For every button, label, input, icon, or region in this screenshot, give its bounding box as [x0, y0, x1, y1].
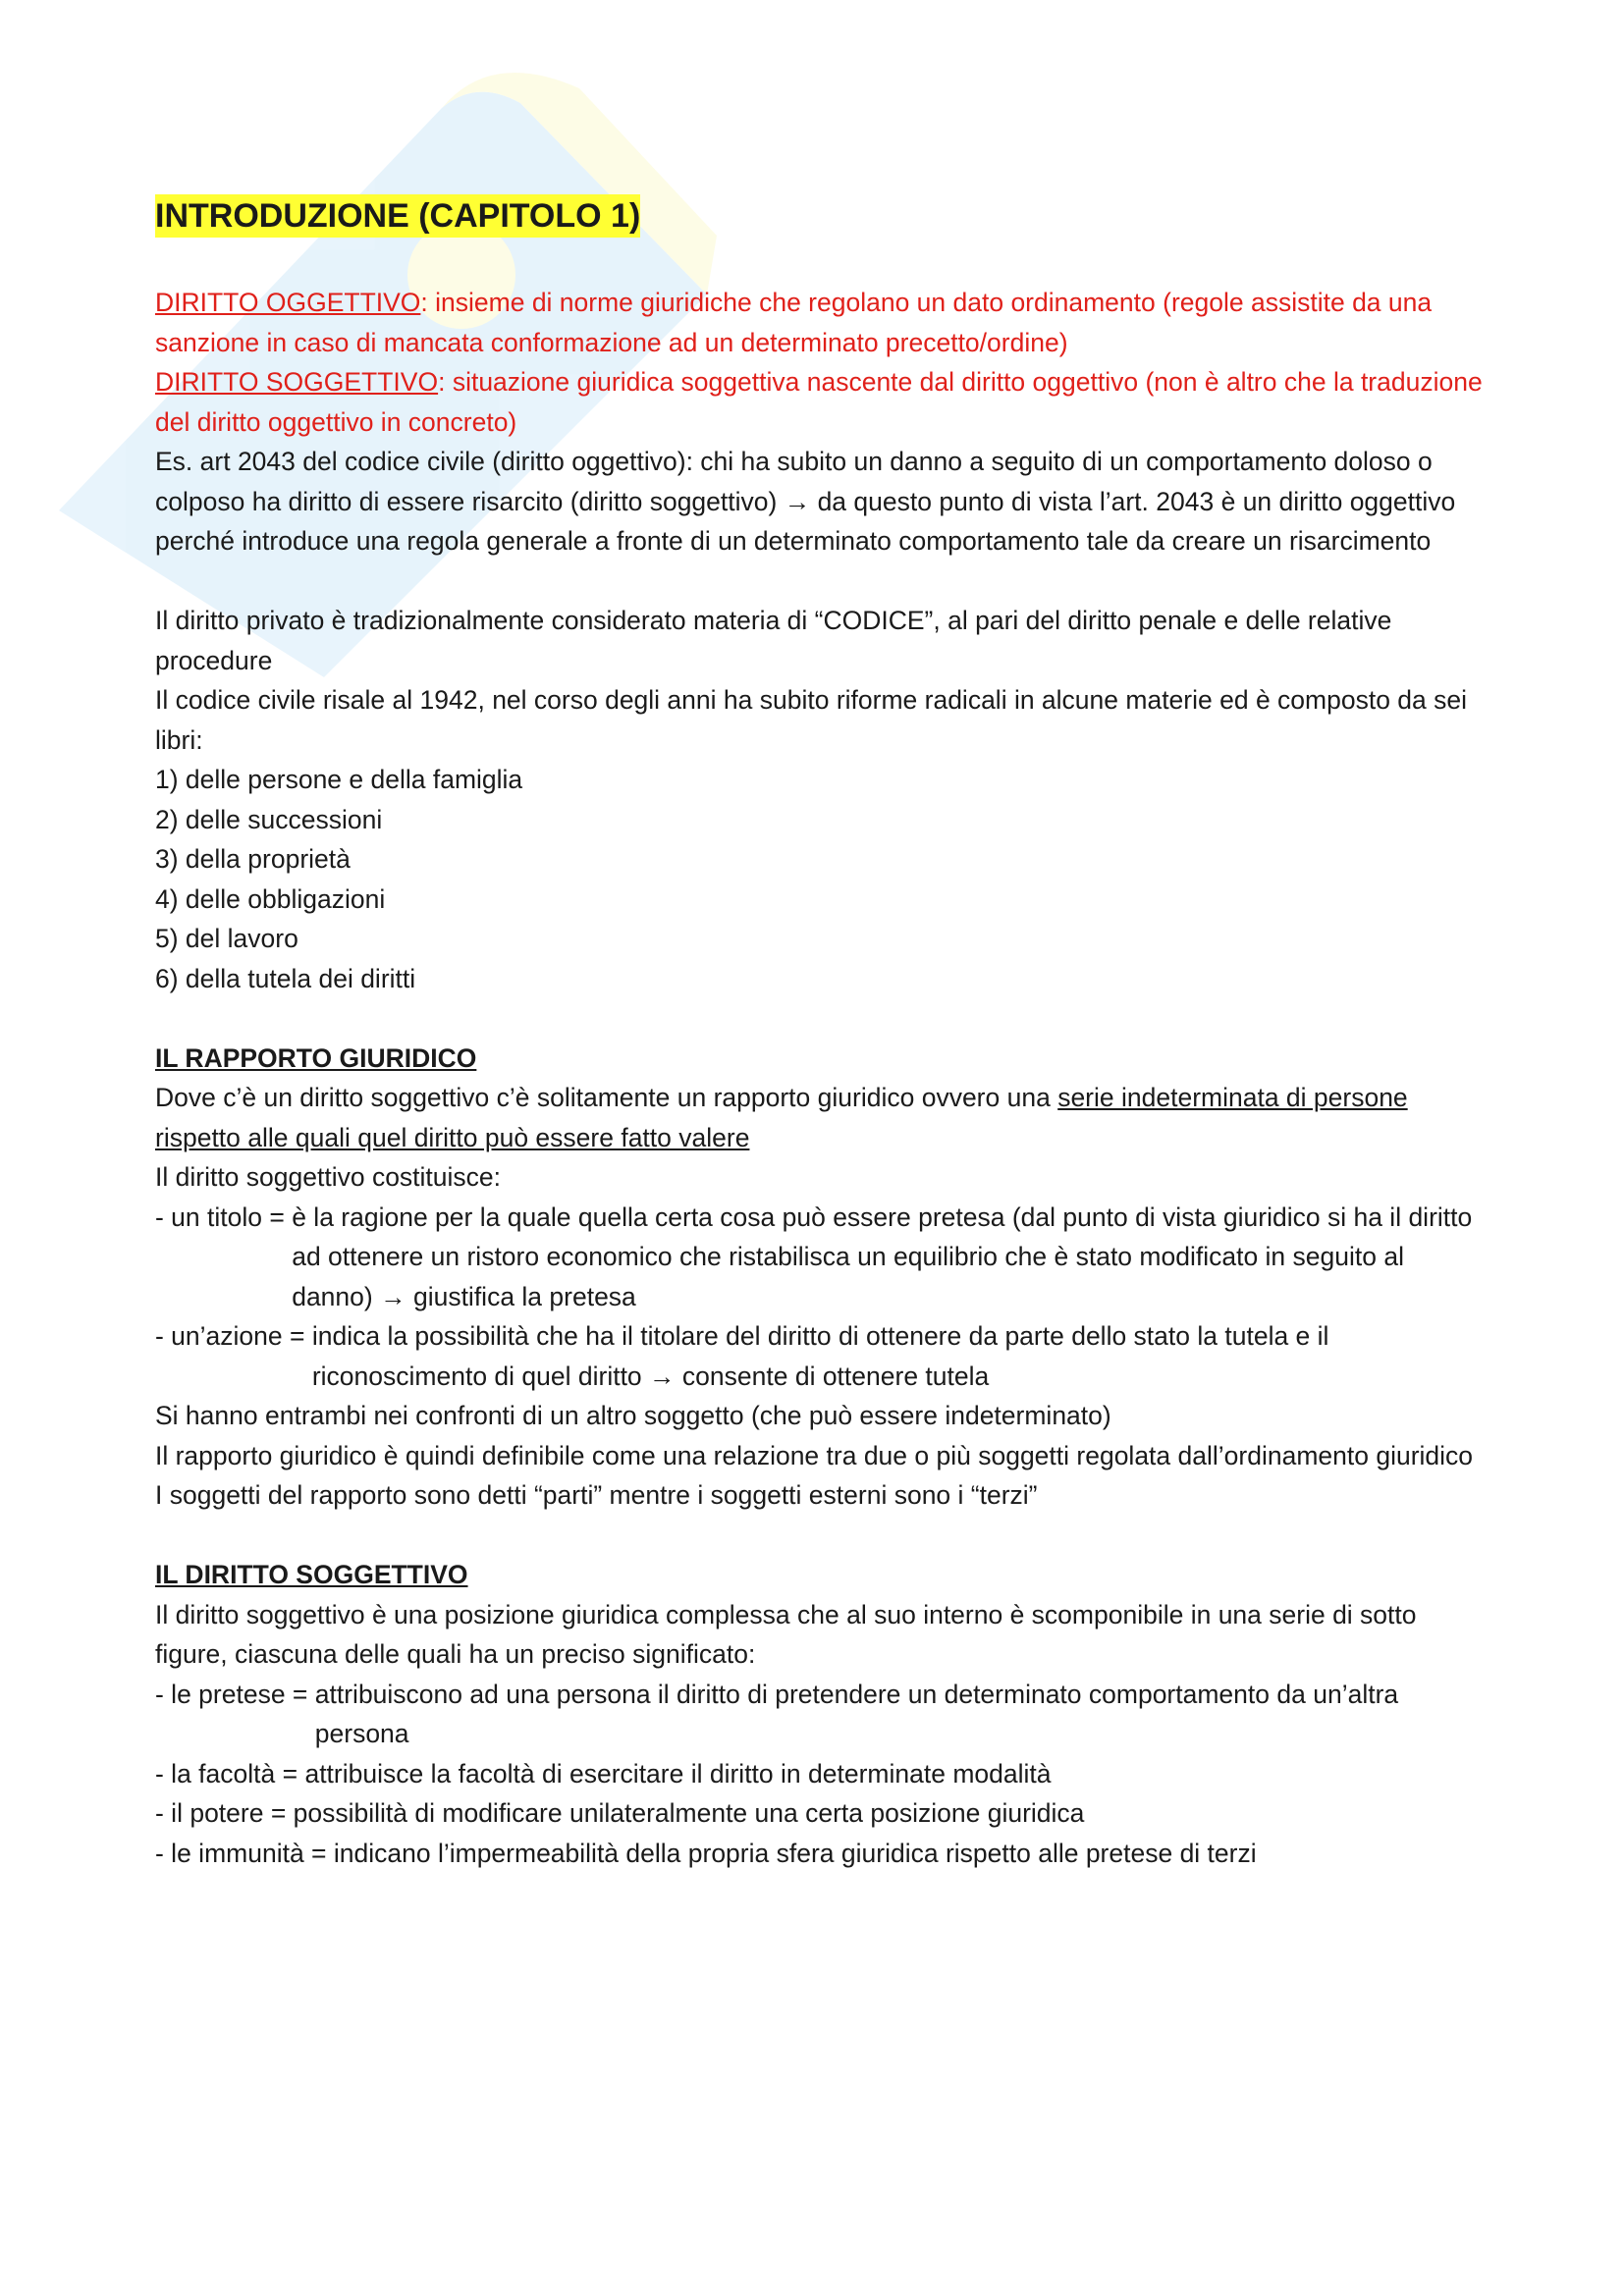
rapporto-paragraph-3: Si hanno entrambi nei confronti di un altro soggetto (che può essere indeterminato) [155, 1401, 1111, 1430]
arrow-right-icon: → [784, 486, 811, 516]
example-paragraph: Es. art 2043 del codice civile (diritto oggettivo): chi ha subito un danno a seguito di un comportamento doloso o colposo ha diritto di essere risarcito (diritto soggettivo) → da questo punto di vista l’art. 2043 è un diritto oggettivo perché introduce una regola generale a fronte di un determinato comportamento tale da creare un risarcimento [155, 447, 1456, 556]
definition-text: : insieme di norme giuridiche che regolano un dato ordinamento (regole assistite da una sanzione in caso di mancata conformazione ad un determinato precetto/ordine) [155, 288, 1433, 357]
definition-diritto-oggettivo [155, 283, 1490, 362]
arrow-right-icon: → [649, 1361, 676, 1391]
term-diritto-soggettivo: DIRITTO SOGGETTIVO [155, 367, 439, 397]
list-item: 1) delle persone e della famiglia [155, 765, 523, 794]
list-item: 4) delle obbligazioni [155, 883, 386, 914]
term-diritto-oggettivo: DIRITTO OGGETTIVO [155, 288, 421, 317]
rapporto-paragraph-4: Il rapporto giuridico è quindi definibile come una relazione tra due o più soggetti regolata dall’ordinamento giuridico [155, 1440, 1474, 1470]
list-item: 3) della proprietà [155, 844, 351, 874]
codice-paragraph-1: Il diritto privato è tradizionalmente considerato materia di “CODICE”, al pari del diritto penale e delle relative procedure [155, 606, 1392, 675]
codice-paragraph-2: Il codice civile risale al 1942, nel corso degli anni ha subito riforme radicali in alcune materie ed è composto da sei libri: [155, 685, 1468, 755]
list-item: 6) della tutela dei diritti [155, 963, 416, 993]
definition-diritto-soggettivo [155, 362, 1490, 442]
list-item: 5) del lavoro [155, 924, 298, 953]
soggettivo-paragraph-1: Il diritto soggettivo è una posizione giuridica complessa che al suo interno è scomponibile in una serie di sotto figure, ciascuna delle quali ha un preciso significato: [155, 1599, 1417, 1669]
list-item: - la facoltà = attribuisce la facoltà di esercitare il diritto in determinate modalità [155, 1758, 1052, 1789]
list-item: 2) delle successioni [155, 804, 383, 834]
definition-text: : situazione giuridica soggettiva nascente dal diritto oggettivo (non è altro che la traduzione del diritto oggettivo in concreto) [155, 367, 1483, 437]
page-title: INTRODUZIONE (CAPITOLO 1) [155, 194, 640, 238]
definition-pretese: - le pretese = attribuiscono ad una persona il diritto di pretendere un determinato comportamento da un’altra persona [155, 1679, 1399, 1748]
definition-azione: - un’azione = indica la possibilità che ha il titolare del diritto di ottenere da parte dello stato la tutela e il riconoscimento di quel diritto → consente di ottenere tutela [155, 1321, 1329, 1391]
rapporto-paragraph-5: I soggetti del rapporto sono detti “parti” mentre i soggetti esterni sono i “terzi” [155, 1480, 1038, 1510]
rapporto-paragraph-2: Il diritto soggettivo costituisce: [155, 1162, 502, 1192]
arrow-right-icon: → [380, 1281, 406, 1311]
section-heading-diritto-soggettivo: IL DIRITTO SOGGETTIVO [155, 1560, 468, 1589]
section-heading-rapporto: IL RAPPORTO GIURIDICO [155, 1042, 477, 1073]
list-item: - le immunità = indicano l’impermeabilità della propria sfera giuridica rispetto alle pretese di terzi [155, 1838, 1257, 1868]
document-page [155, 194, 1490, 1873]
definition-titolo: - un titolo = è la ragione per la quale quella certa cosa può essere pretesa (dal punto di vista giuridico si ha il diritto ad ottenere un ristoro economico che ristabilisca un equilibrio che è stato modificato in seguito al danno) → giustifica la pretesa [155, 1201, 1473, 1311]
rapporto-paragraph-1: Dove c’è un diritto soggettivo c’è solitamente un rapporto giuridico ovvero una serie indeterminata di persone rispetto alle quali quel diritto può essere fatto valere [155, 1083, 1408, 1152]
list-item: - il potere = possibilità di modificare unilateralmente una certa posizione giuridica [155, 1798, 1085, 1828]
